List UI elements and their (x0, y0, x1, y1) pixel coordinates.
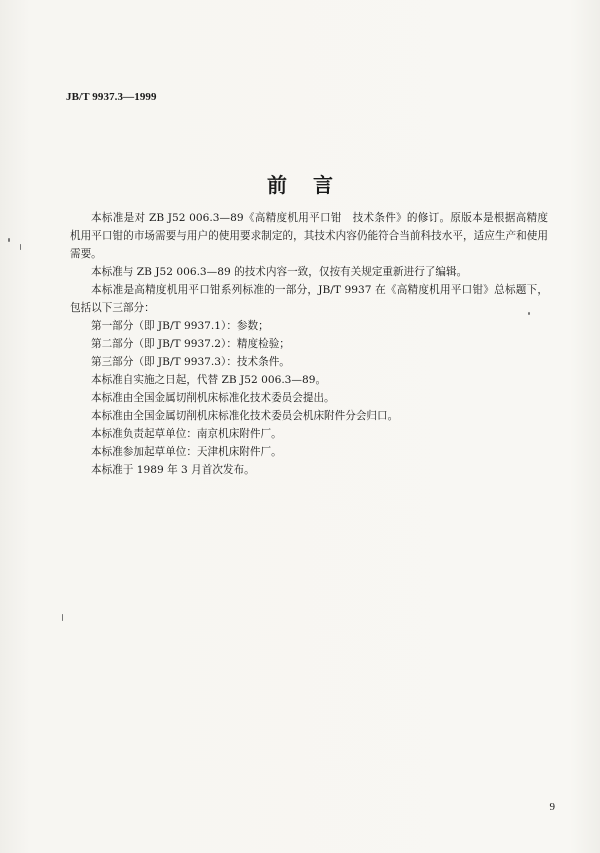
scan-speck (20, 244, 21, 250)
paragraph: 本标准与 ZB J52 006.3—89 的技术内容一致，仅按有关规定重新进行了编辑。 (91, 266, 468, 278)
scan-speck (62, 614, 63, 621)
paragraph: 本标准由全国金属切削机床标准化技术委员会机床附件分会归口。 (91, 410, 399, 422)
scan-speck (8, 238, 10, 242)
paragraph: 本标准是高精度机用平口钳系列标准的一部分，JB/T 9937 在《高精度机用平口钳》总标题下，包括以下三部分： (70, 284, 548, 314)
paragraph: 第一部分（即 JB/T 9937.1）：参数； (91, 320, 269, 332)
preface-body (70, 209, 548, 479)
paragraph: 本标准于 1989 年 3 月首次发布。 (91, 464, 255, 476)
paragraph: 本标准负责起草单位：南京机床附件厂。 (91, 428, 282, 440)
paragraph: 第三部分（即 JB/T 9937.3）：技术条件。 (91, 356, 290, 368)
paragraph: 本标准由全国金属切削机床标准化技术委员会提出。 (91, 392, 335, 404)
scan-speck (528, 312, 530, 315)
paragraph: 本标准参加起草单位：天津机床附件厂。 (91, 446, 282, 458)
page-number: 9 (549, 801, 555, 813)
paragraph: 第二部分（即 JB/T 9937.2）：精度检验； (91, 338, 290, 350)
standard-code: JB/T 9937.3—1999 (66, 91, 157, 103)
page-title: 前言 (267, 173, 359, 197)
paragraph: 本标准自实施之日起，代替 ZB J52 006.3—89。 (91, 374, 327, 386)
paragraph: 本标准是对 ZB J52 006.3—89《高精度机用平口钳 技术条件》的修订。原版本是根据高精度机用平口钳的市场需要与用户的使用要求制定的，其技术内容仍能符合当前科技水平，适应生产和使用需要。 (70, 212, 548, 260)
